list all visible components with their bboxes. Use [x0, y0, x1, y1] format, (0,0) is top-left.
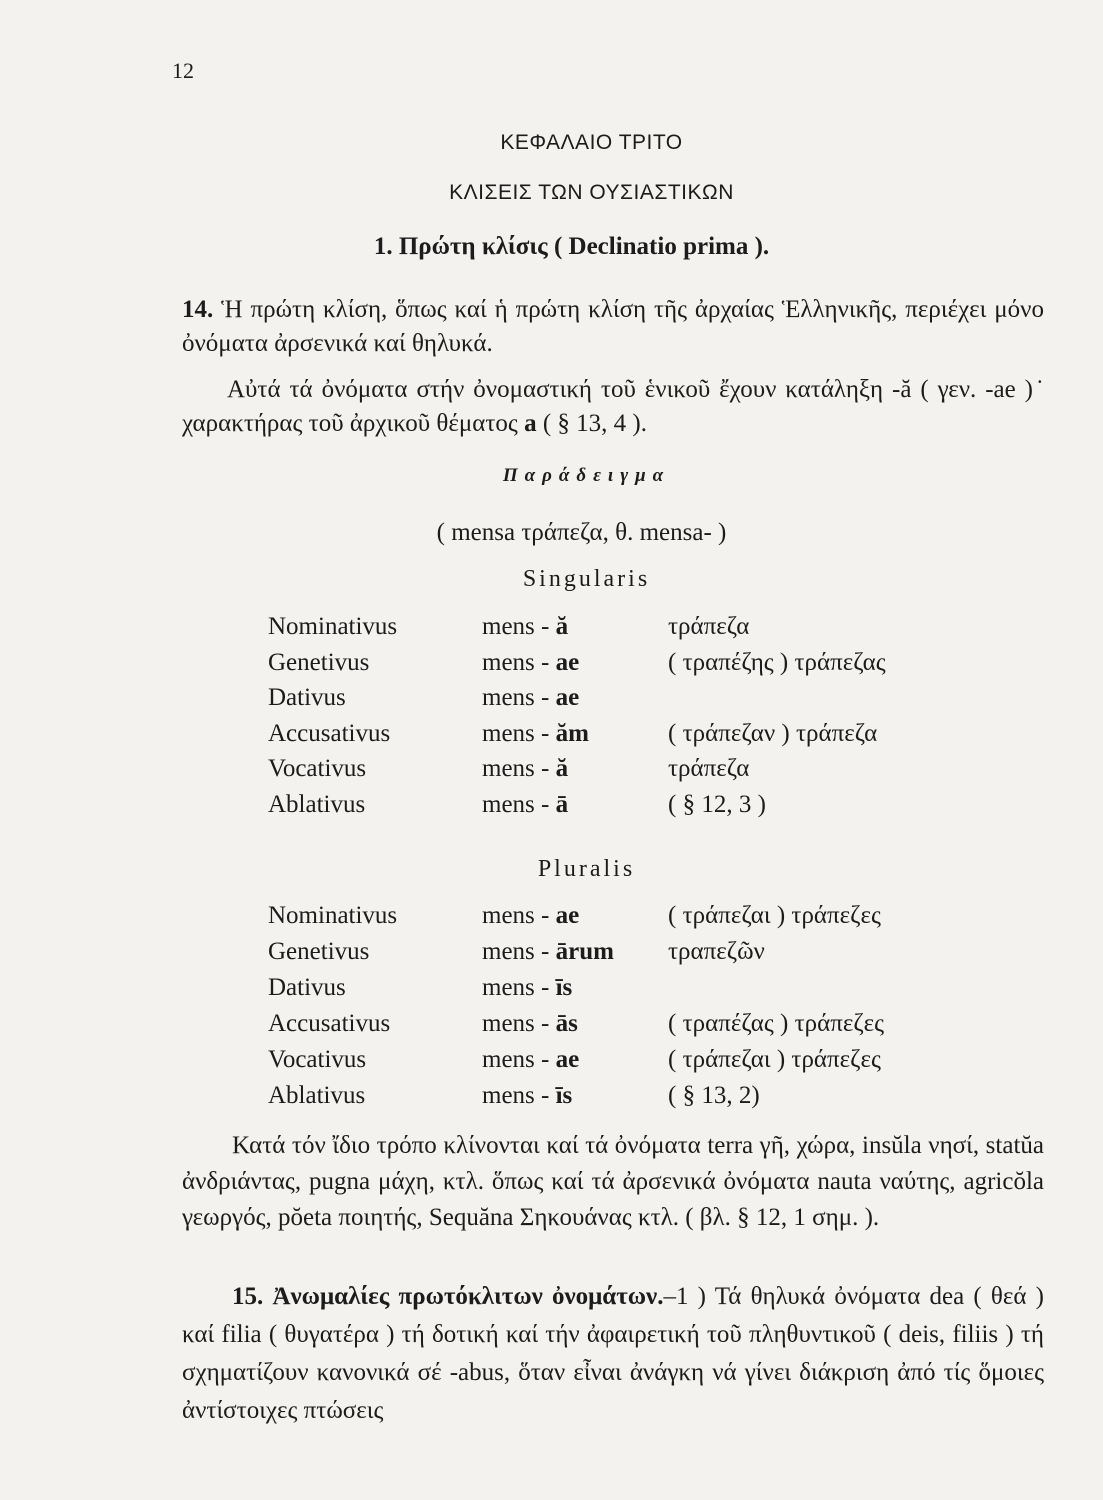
- declension-row: [0, 613, 1103, 649]
- word-form: [482, 1010, 578, 1038]
- singular-heading: Singularis: [522, 566, 651, 592]
- case-name: Nominativus: [268, 613, 398, 640]
- greek-translation: ( § 12, 3 ): [668, 790, 766, 818]
- case-name: Genetivus: [268, 938, 370, 965]
- greek-translation: τράπεζα: [668, 755, 750, 782]
- paragraph-14: [182, 293, 1044, 361]
- stem: mens -: [482, 790, 556, 818]
- word-form: [482, 938, 614, 966]
- ending: ā: [555, 790, 569, 818]
- word-form: [482, 902, 579, 930]
- case-name: Accusativus: [268, 1010, 391, 1037]
- case-name: Nominativus: [268, 902, 398, 929]
- case-name: Vocativus: [268, 755, 367, 782]
- declension-row: [0, 974, 1103, 1010]
- case-name: Vocativus: [268, 1046, 367, 1073]
- word-form: [482, 755, 568, 783]
- ending: ae: [555, 902, 580, 929]
- example-label: Παράδειγμα: [502, 465, 671, 486]
- declension-row: [0, 902, 1103, 938]
- paragraph-15: [182, 1278, 1044, 1430]
- word-form: [482, 613, 568, 641]
- ending: ă: [555, 755, 569, 782]
- word-form: [482, 684, 579, 712]
- greek-translation: ( τράπεζαν ) τράπεζα: [668, 719, 878, 747]
- paragraph-text: Αὐτά τά ὀνόματα στήν ὀνομαστική τοῦ ἑνικοῦ ἔχουν κατάληξη -ă ( γεν. -ae )˙ χαρακτήρας τοῦ ἀρχικοῦ θέματος: [182, 376, 1044, 437]
- greek-translation: ( τράπεζαι ) τράπεζες: [668, 1046, 881, 1073]
- page-number: 12: [172, 58, 194, 83]
- greek-translation: τράπεζα: [668, 613, 750, 640]
- ending: ae: [555, 1046, 580, 1073]
- word-form: [482, 791, 568, 819]
- case-name: Genetivus: [268, 648, 370, 676]
- paragraph-text: ( § 13, 4 ).: [536, 410, 647, 437]
- ending: īs: [555, 974, 573, 1001]
- chapter-subtitle: ΚΛΙΣΕΙΣ ΤΩΝ ΟΥΣΙΑΣΤΙΚΩΝ: [449, 181, 734, 204]
- word-form: [482, 1082, 572, 1110]
- ending: ās: [555, 1010, 578, 1037]
- ending: ae: [555, 648, 580, 676]
- stem: mens -: [482, 974, 556, 1001]
- paragraph-text: Ἡ πρώτη κλίση, ὅπως καί ἡ πρώτη κλίση τῆς ἀρχαίας Ἑλληνικῆς, περιέχει μόνο ὀνόματα ἀρσενικά καί θηλυκά.: [182, 296, 1044, 357]
- ending: ă: [555, 613, 569, 640]
- case-name: Dativus: [268, 974, 346, 1001]
- paragraph-14-continued: [182, 373, 1044, 441]
- stem: mens -: [482, 719, 556, 747]
- example-word: ( mensa τράπεζα, θ. mensa- ): [436, 519, 727, 546]
- stem: mens -: [482, 613, 556, 640]
- stem: mens -: [482, 1046, 556, 1073]
- ending: ăm: [555, 719, 589, 747]
- case-name: Ablativus: [268, 1082, 366, 1109]
- ending: īs: [555, 1082, 573, 1109]
- word-form: [482, 974, 572, 1002]
- chapter-title: ΚΕΦΑΛΑΙΟ ΤΡΙΤΟ: [500, 131, 683, 154]
- declension-row: [0, 791, 1103, 827]
- section-heading: 1. Πρώτη κλίσις ( Declinatio prima ).: [373, 233, 770, 260]
- paragraph-heading: 15. Ἀνωμαλίες πρωτόκλιτων ὀνομάτων.: [232, 1283, 664, 1310]
- greek-translation: ( τραπέζης ) τράπεζας: [668, 648, 886, 676]
- stem: mens -: [482, 902, 556, 929]
- case-name: Ablativus: [268, 790, 366, 818]
- declension-row: [0, 1082, 1103, 1118]
- paragraph-text: –1 ) Τά θηλυκά ὀνόματα dea ( θεά ) καί filia ( θυγατέρα ) τή δοτική καί τήν ἀφαιρετική τοῦ πληθυντικοῦ ( deis, filiis ) τή σχηματίζουν κανονικά σέ -abus, ὅταν εἶναι ἀνάγκη νά γίνει διάκριση ἀπό τίς ὅμοιες ἀντίστοιχες πτώσεις: [182, 1283, 1044, 1424]
- declension-row: [0, 938, 1103, 974]
- word-form: [482, 1046, 579, 1074]
- declension-row: [0, 684, 1103, 720]
- declension-row: [0, 1046, 1103, 1082]
- declension-row: [0, 720, 1103, 756]
- greek-translation: ( § 13, 2): [668, 1082, 760, 1109]
- ending: ārum: [555, 938, 614, 965]
- greek-translation: ( τράπεζαι ) τράπεζες: [668, 902, 881, 929]
- greek-translation: ( τραπέζας ) τράπεζες: [668, 1010, 885, 1037]
- paragraph-number: 14.: [182, 296, 214, 323]
- stem: mens -: [482, 1082, 556, 1109]
- stem: mens -: [482, 1010, 556, 1037]
- stem: mens -: [482, 684, 556, 711]
- stem: mens -: [482, 648, 556, 676]
- case-name: Accusativus: [268, 719, 391, 747]
- stem: mens -: [482, 938, 556, 965]
- declension-row: [0, 1010, 1103, 1046]
- greek-translation: τραπεζῶν: [668, 938, 765, 965]
- word-form: [482, 649, 579, 677]
- thematic-character: a: [524, 410, 537, 437]
- declension-row: [0, 649, 1103, 685]
- paragraph-final: Κατά τόν ἴδιο τρόπο κλίνονται καί τά ὀνόματα terra γῆ, χώρα, insŭla νησί, statŭa ἀνδριάντας, pugna μάχη, κτλ. ὅπως καί τά ἀρσενικά ὀνόματα nauta ναύτης, agricŏla γεωργός, pŏeta ποιητής, Sequăna Σηκουάνας κτλ. ( βλ. § 12, 1 σημ. ).: [182, 1132, 1044, 1231]
- stem: mens -: [482, 755, 556, 782]
- word-form: [482, 720, 589, 748]
- case-name: Dativus: [268, 684, 346, 711]
- declension-row: [0, 755, 1103, 791]
- ending: ae: [555, 684, 580, 711]
- plural-heading: Pluralis: [537, 856, 636, 882]
